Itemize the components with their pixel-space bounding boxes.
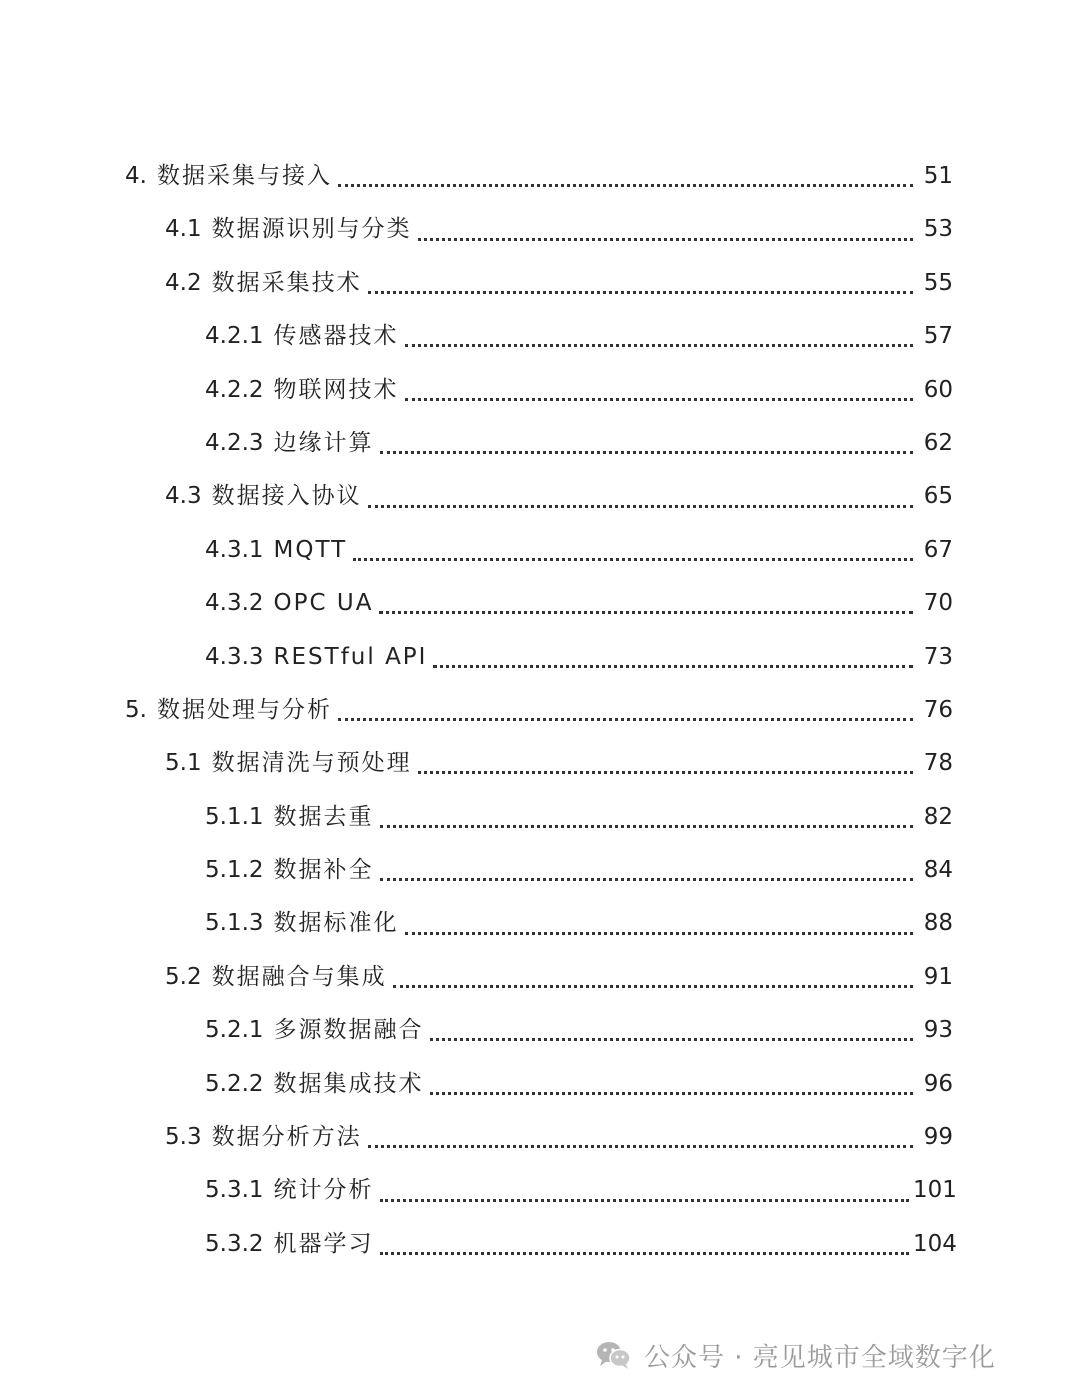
- toc-entry-title: 数据分析方法: [211, 1124, 362, 1151]
- toc-entry-title: 数据清洗与预处理: [211, 750, 412, 777]
- toc-entry-title: 数据源识别与分类: [211, 216, 412, 243]
- toc-page-number: 70: [923, 590, 953, 617]
- toc-entry-title: 数据去重: [273, 803, 374, 830]
- toc-leader-dots: [380, 1252, 909, 1255]
- toc-entry-label: [205, 310, 399, 363]
- toc-entry-label: [125, 684, 332, 737]
- toc-leader-dots: [418, 238, 913, 241]
- toc-entry-label: [165, 470, 362, 523]
- toc-entry-label: [205, 524, 347, 577]
- toc-entry[interactable]: [0, 844, 1080, 897]
- toc-entry[interactable]: [0, 684, 1080, 737]
- toc-leader-dots: [380, 878, 913, 881]
- toc-entry[interactable]: [0, 897, 1080, 950]
- toc-entry[interactable]: [0, 203, 1080, 256]
- toc-entry-label: [205, 897, 399, 950]
- toc-entry-number: 5.1: [165, 750, 202, 777]
- toc-entry-title: 传感器技术: [273, 323, 399, 350]
- toc-entry-title: 数据集成技术: [273, 1070, 424, 1097]
- toc-entry-number: 4.2.3: [205, 429, 264, 456]
- toc-entry-number: 5.: [125, 696, 147, 723]
- toc-leader-dots: [380, 1199, 909, 1202]
- toc-entry-label: [205, 1004, 424, 1057]
- toc-entry-number: 5.1.1: [205, 803, 264, 830]
- toc-page-number: 82: [923, 803, 953, 830]
- toc-entry-number: 4.2.1: [205, 323, 264, 350]
- toc-entry[interactable]: [0, 951, 1080, 1004]
- toc-entry[interactable]: [0, 417, 1080, 470]
- toc-entry-label: [205, 791, 374, 844]
- toc-entry-label: [205, 577, 373, 630]
- toc-page-number: 76: [923, 696, 953, 723]
- toc-entry[interactable]: [0, 310, 1080, 363]
- toc-leader-dots: [405, 344, 913, 347]
- toc-page-number: 78: [923, 750, 953, 777]
- toc-entry-number: 5.2: [165, 963, 202, 990]
- watermark-text: 公众号 · 亮见城市全域数字化: [644, 1342, 996, 1373]
- toc-entry-number: 4.2.2: [205, 376, 264, 403]
- toc-entry-title: 数据标准化: [273, 910, 399, 937]
- toc-entry-number: 4.3.3: [205, 643, 264, 670]
- toc-entry[interactable]: [0, 470, 1080, 523]
- toc-leader-dots: [430, 1092, 913, 1095]
- toc-entry-number: 4.2: [165, 269, 202, 296]
- toc-entry-number: 5.2.1: [205, 1017, 264, 1044]
- toc-entry-title: 数据接入协议: [211, 483, 362, 510]
- toc-leader-dots: [380, 451, 913, 454]
- toc-page-number: 51: [923, 163, 953, 189]
- toc-entry-label: [205, 417, 374, 470]
- toc-entry-number: 4.3.2: [205, 590, 264, 617]
- toc-entry[interactable]: [0, 524, 1080, 577]
- toc-entry-title: 数据处理与分析: [156, 696, 332, 723]
- toc-page-number: 91: [923, 963, 953, 990]
- toc-page-number: 73: [923, 643, 953, 670]
- toc-page-number: 53: [923, 216, 953, 243]
- toc-entry-title: 数据融合与集成: [211, 963, 387, 990]
- toc-entry-title: MQTT: [273, 536, 348, 563]
- watermark: [596, 1335, 996, 1375]
- toc-entry[interactable]: [0, 737, 1080, 790]
- toc-entry-label: [205, 1218, 374, 1271]
- toc-entry-label: [205, 844, 374, 897]
- toc-page-number: 93: [923, 1017, 953, 1044]
- toc-entry[interactable]: [0, 577, 1080, 630]
- toc-entry-title: OPC UA: [273, 590, 374, 617]
- toc-entry-title: 数据采集技术: [211, 269, 362, 296]
- toc-entry-number: 5.3.2: [205, 1230, 264, 1257]
- toc-page-number: 60: [923, 376, 953, 403]
- toc-entry-title: 边缘计算: [273, 429, 374, 456]
- toc-entry-number: 4.: [125, 163, 147, 189]
- toc-entry-title: 统计分析: [273, 1177, 374, 1204]
- toc-leader-dots: [380, 825, 913, 828]
- toc-entry-title: 数据补全: [273, 857, 374, 884]
- toc-leader-dots: [353, 558, 913, 561]
- toc-page-number: 88: [923, 910, 953, 937]
- toc-entry[interactable]: [0, 631, 1080, 684]
- toc-page-number: 104: [913, 1230, 957, 1257]
- toc-leader-dots: [418, 771, 913, 774]
- toc-page-number: 99: [923, 1124, 953, 1151]
- toc-entry[interactable]: [0, 364, 1080, 417]
- toc-entry-title: 数据采集与接入: [156, 163, 332, 189]
- toc-page-number: 67: [923, 536, 953, 563]
- toc-entry-label: [165, 951, 387, 1004]
- toc-leader-dots: [405, 398, 913, 401]
- toc-entry-number: 5.1.3: [205, 910, 264, 937]
- toc-page-number: 84: [923, 857, 953, 884]
- toc-entry-title: 多源数据融合: [273, 1017, 424, 1044]
- toc-leader-dots: [430, 1038, 913, 1041]
- toc-entry-number: 4.3: [165, 483, 202, 510]
- toc-entry-label: [205, 631, 427, 684]
- toc-page-number: 65: [923, 483, 953, 510]
- toc-leader-dots: [338, 184, 913, 187]
- toc-entry-number: 5.2.2: [205, 1070, 264, 1097]
- toc-entry[interactable]: [0, 150, 1080, 203]
- toc-entry-label: [205, 1164, 374, 1217]
- toc-entry-label: [205, 364, 399, 417]
- toc-page-number: 62: [923, 429, 953, 456]
- toc-entry-number: 5.1.2: [205, 857, 264, 884]
- toc-entry[interactable]: [0, 791, 1080, 844]
- toc-entry-title: RESTful API: [273, 643, 428, 670]
- toc-leader-dots: [393, 985, 913, 988]
- toc-entry-number: 5.3.1: [205, 1177, 264, 1204]
- toc-entry-title: 物联网技术: [273, 376, 399, 403]
- table-of-contents: [0, 150, 1080, 1271]
- toc-entry[interactable]: [0, 257, 1080, 310]
- toc-page-number: 96: [923, 1070, 953, 1097]
- toc-leader-dots: [405, 932, 913, 935]
- toc-leader-dots: [368, 291, 913, 294]
- toc-entry[interactable]: [0, 1164, 1080, 1217]
- toc-entry[interactable]: [0, 1111, 1080, 1164]
- toc-entry-label: [165, 203, 412, 256]
- toc-leader-dots: [433, 665, 913, 668]
- toc-entry-number: 5.3: [165, 1124, 202, 1151]
- toc-entry-label: [165, 1111, 362, 1164]
- toc-entry-label: [205, 1058, 424, 1111]
- toc-entry-label: [165, 257, 362, 310]
- toc-entry[interactable]: [0, 1218, 1080, 1271]
- toc-entry[interactable]: [0, 1004, 1080, 1057]
- toc-page-number: 101: [913, 1177, 957, 1204]
- toc-leader-dots: [368, 1145, 913, 1148]
- toc-entry[interactable]: [0, 1058, 1080, 1111]
- toc-entry-number: 4.3.1: [205, 536, 264, 563]
- toc-entry-title: 机器学习: [273, 1230, 374, 1257]
- toc-entry-number: 4.1: [165, 216, 202, 243]
- wechat-icon: [596, 1340, 632, 1370]
- toc-page-number: 55: [923, 269, 953, 296]
- toc-leader-dots: [338, 718, 913, 721]
- toc-entry-label: [125, 150, 332, 203]
- toc-leader-dots: [368, 505, 913, 508]
- toc-leader-dots: [379, 611, 913, 614]
- toc-entry-label: [165, 737, 412, 790]
- toc-page-number: 57: [923, 323, 953, 350]
